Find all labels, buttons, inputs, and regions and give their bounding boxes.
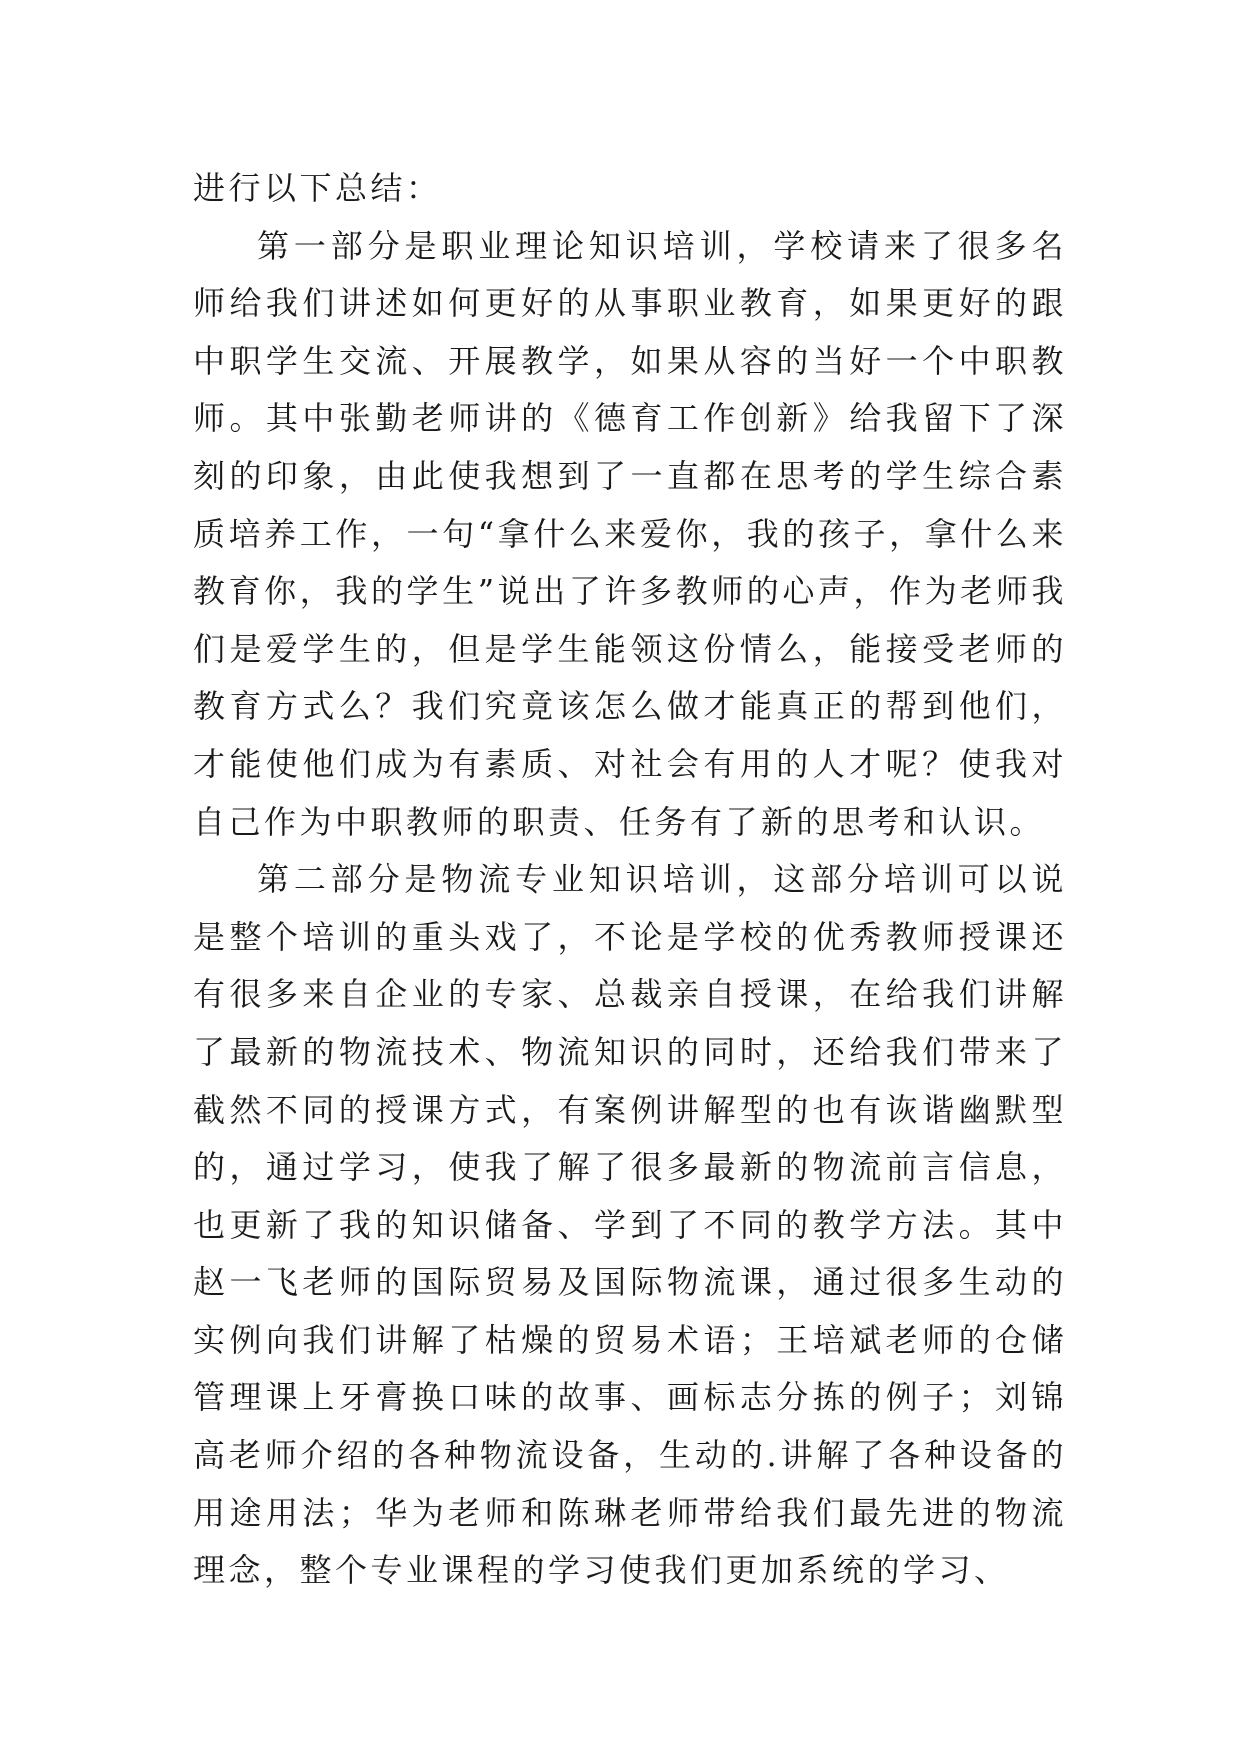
paragraph-intro-line: 进行以下总结：	[193, 169, 442, 207]
paragraph-part-one: 第一部分是职业理论知识培训，学校请来了很多名师给我们讲述如何更好的从事职业教育，如果更好的跟中职学生交流、开展教学，如果从容的当好一个中职教师。其中张勤老师讲的《德育工作创新》给我留下了深刻的印象，由此使我想到了一直都在思考的学生综合素质培养工作，一句“拿什么来爱你，我的孩子，拿什么来教育你，我的学生”说出了许多教师的心声，作为老师我们是爱学生的，但是学生能领这份情么，能接受老师的教育方式么？我们究竟该怎么做才能真正的帮到他们，才能使他们成为有素质、对社会有用的人才呢？使我对自己作为中职教师的职责、任务有了新的思考和认识。	[193, 226, 1067, 841]
document-body	[193, 160, 1067, 1600]
paragraph-part-two: 第二部分是物流专业知识培训，这部分培训可以说是整个培训的重头戏了，不论是学校的优秀教师授课还有很多来自企业的专家、总裁亲自授课，在给我们讲解了最新的物流技术、物流知识的同时，还给我们带来了截然不同的授课方式，有案例讲解型的也有诙谐幽默型的，通过学习，使我了解了很多最新的物流前言信息，也更新了我的知识储备、学到了不同的教学方法。其中赵一飞老师的国际贸易及国际物流课，通过很多生动的实例向我们讲解了枯燥的贸易术语；王培斌老师的仓储管理课上牙膏换口味的故事、画标志分拣的例子；刘锦高老师介绍的各种物流设备，生动的.讲解了各种设备的用途用法；华为老师和陈琳老师带给我们最先进的物流理念，整个专业课程的学习使我们更加系统的学习、	[193, 860, 1067, 1590]
